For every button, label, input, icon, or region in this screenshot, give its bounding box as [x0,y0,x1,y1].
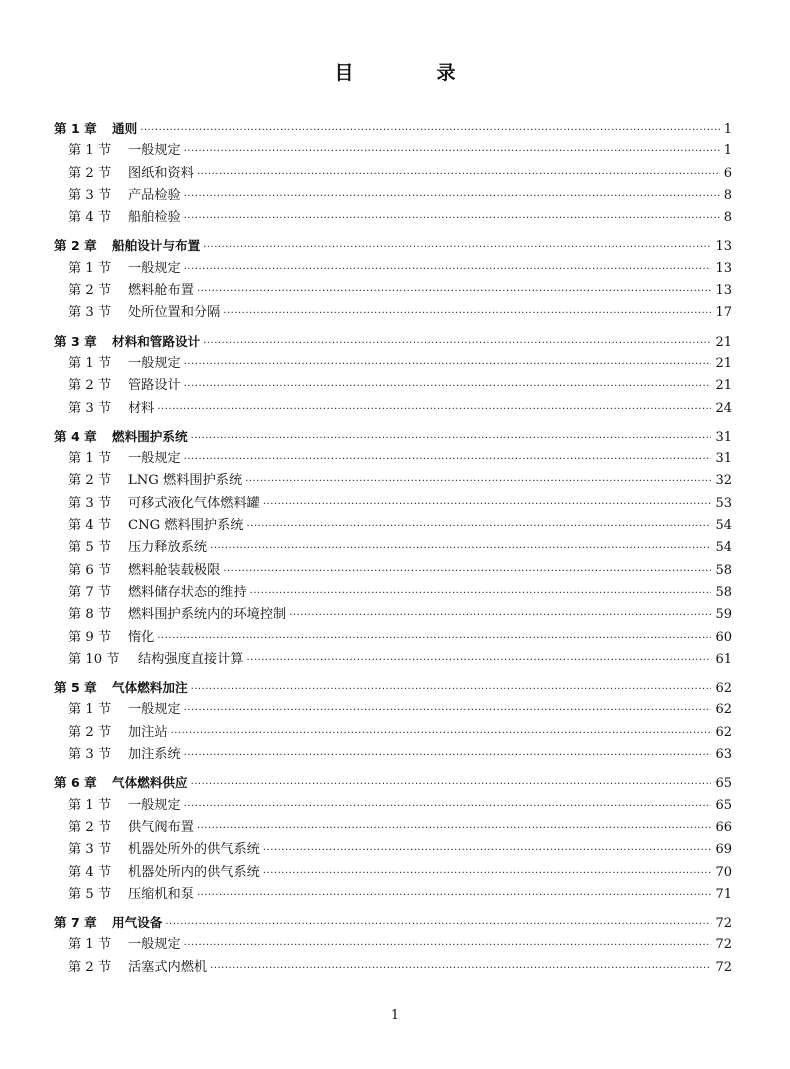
toc-section-entry[interactable] [54,398,732,420]
section-page: 69 [715,842,732,858]
section-number: 第 3 节 [68,495,112,511]
section-number: 第 1 节 [68,451,112,467]
section-number: 第 4 节 [68,210,112,226]
section-title: CNG 燃料围护系统 [128,518,244,534]
dot-leader [263,863,712,885]
dot-leader [250,583,712,605]
toc-chapter [54,677,732,766]
section-title: 一般规定 [128,797,181,813]
section-page: 60 [715,629,732,645]
toc-chapter-entry[interactable] [54,772,732,794]
toc-chapter-entry[interactable] [54,331,732,353]
dot-leader [157,628,711,650]
toc-section-entry[interactable] [54,140,732,162]
toc-section-entry[interactable] [54,537,732,559]
section-number: 第 1 节 [68,797,112,813]
section-page: 8 [723,187,732,203]
chapter-number: 第 5 章 [54,680,97,696]
dot-leader [197,164,720,186]
dot-leader [197,818,712,840]
section-title: LNG 燃料围护系统 [128,473,243,489]
dot-leader [191,774,712,796]
dot-leader [184,259,712,281]
section-number: 第 5 节 [68,540,112,556]
section-page: 54 [715,540,732,556]
dot-leader [247,650,712,672]
section-title: 可移式液化气体燃料罐 [128,495,260,511]
dot-leader [210,958,711,980]
dot-leader [245,471,711,493]
section-page: 65 [715,797,732,813]
toc-section-entry[interactable] [54,302,732,324]
section-number: 第 5 节 [68,886,112,902]
section-title: 燃料围护系统内的环境控制 [128,607,287,623]
page-number: 1 [390,1008,400,1023]
toc-section-entry[interactable] [54,627,732,649]
toc-chapter [54,118,732,229]
chapter-title: 船舶设计与布置 [112,238,201,254]
section-title: 压缩机和泵 [128,886,194,902]
toc-section-entry[interactable] [54,817,732,839]
section-page: 58 [715,584,732,600]
section-number: 第 6 节 [68,562,112,578]
chapter-page: 72 [715,916,732,932]
chapter-number: 第 2 章 [54,238,97,254]
dot-leader [184,186,720,208]
section-title: 机器处所内的供气系统 [128,864,260,880]
dot-leader [191,679,712,701]
section-page: 13 [715,260,732,276]
toc-section-entry[interactable] [54,280,732,302]
dot-leader [223,303,711,325]
section-title: 加注系统 [128,747,181,763]
toc-section-entry[interactable] [54,957,732,979]
dot-leader [157,399,711,421]
section-title: 燃料舱装载极限 [128,562,221,578]
section-title: 材料 [128,400,155,416]
section-number: 第 7 节 [68,584,112,600]
section-title: 供气阀布置 [128,819,194,835]
toc-chapter [54,772,732,906]
dot-leader [184,141,720,163]
page-title: 目 录 [334,62,488,84]
section-title: 船舶检验 [128,210,181,226]
section-title: 图纸和资料 [128,165,194,181]
toc-section-entry[interactable] [54,795,732,817]
dot-leader [184,745,712,767]
section-number: 第 1 节 [68,355,112,371]
section-number: 第 4 节 [68,518,112,534]
section-number: 第 3 节 [68,747,112,763]
chapter-number: 第 1 章 [54,121,97,136]
section-title: 加注站 [128,724,168,740]
section-title: 一般规定 [128,355,181,371]
toc-chapter [54,235,732,324]
chapter-title: 燃料围护系统 [112,428,188,444]
chapter-page: 1 [723,122,732,137]
toc-section-entry[interactable] [54,604,732,626]
section-page: 6 [723,165,732,181]
section-number: 第 2 节 [68,819,112,835]
dot-leader [263,840,712,862]
section-page: 63 [715,747,732,763]
chapter-title: 用气设备 [112,915,163,931]
dot-leader [184,354,712,376]
dot-leader [184,700,712,722]
section-title: 一般规定 [128,260,181,276]
section-number: 第 2 节 [68,283,112,299]
toc-section-entry[interactable] [54,493,732,515]
toc-section-entry[interactable] [54,207,732,229]
section-page: 32 [715,473,732,489]
toc-section-entry[interactable] [54,649,732,671]
toc-section-entry[interactable] [54,515,732,537]
dot-leader [223,561,711,583]
toc-section-entry[interactable] [54,470,732,492]
toc-section-entry[interactable] [54,722,732,744]
dot-leader [197,885,712,907]
section-number: 第 8 节 [68,607,112,623]
section-page: 72 [715,959,732,975]
section-page: 66 [715,819,732,835]
chapter-number: 第 7 章 [54,915,97,931]
dot-leader [197,281,712,303]
section-title: 一般规定 [128,937,181,953]
table-of-contents [54,118,732,985]
chapter-page: 65 [715,776,732,792]
section-title: 压力释放系统 [128,540,208,556]
dot-leader [289,605,711,627]
toc-section-entry[interactable] [54,560,732,582]
section-title: 处所位置和分隔 [128,305,221,321]
toc-section-entry[interactable] [54,884,732,906]
chapter-title: 通则 [112,121,138,136]
chapter-number: 第 3 章 [54,333,97,349]
section-number: 第 3 节 [68,305,112,321]
section-title: 结构强度直接计算 [138,651,244,667]
toc-chapter [54,331,732,420]
section-page: 71 [715,886,732,902]
dot-leader [184,796,712,818]
toc-section-entry[interactable] [54,839,732,861]
section-number: 第 2 节 [68,165,112,181]
section-title: 活塞式内燃机 [128,959,208,975]
dot-leader [184,376,712,398]
section-page: 1 [723,143,732,159]
section-title: 一般规定 [128,143,181,159]
toc-chapter-entry[interactable] [54,118,732,140]
toc-section-entry[interactable] [54,699,732,721]
section-number: 第 1 节 [68,260,112,276]
section-page: 58 [715,562,732,578]
chapter-title: 气体燃料供应 [112,775,188,791]
section-page: 62 [715,724,732,740]
section-page: 21 [715,355,732,371]
dot-leader [203,333,711,355]
section-number: 第 3 节 [68,842,112,858]
toc-chapter-entry[interactable] [54,235,732,257]
dot-leader [203,237,711,259]
toc-section-entry[interactable] [54,185,732,207]
section-page: 53 [715,495,732,511]
toc-chapter-entry[interactable] [54,677,732,699]
section-number: 第 2 节 [68,378,112,394]
section-title: 产品检验 [128,187,181,203]
section-page: 31 [715,451,732,467]
section-title: 燃料舱布置 [128,283,194,299]
section-title: 机器处所外的供气系统 [128,842,260,858]
section-page: 17 [715,305,732,321]
section-page: 24 [715,400,732,416]
dot-leader [246,516,711,538]
toc-chapter [54,912,732,979]
chapter-page: 13 [715,239,732,255]
dot-leader [263,494,712,516]
dot-leader [140,120,720,142]
toc-section-entry[interactable] [54,375,732,397]
dot-leader [191,428,712,450]
section-title: 一般规定 [128,702,181,718]
section-page: 54 [715,518,732,534]
toc-section-entry[interactable] [54,163,732,185]
section-title: 一般规定 [128,451,181,467]
section-title: 燃料储存状态的维持 [128,584,247,600]
chapter-title: 材料和管路设计 [112,333,201,349]
toc-section-entry[interactable] [54,934,732,956]
toc-section-entry[interactable] [54,862,732,884]
dot-leader [165,914,711,936]
section-page: 59 [715,607,732,623]
section-number: 第 1 节 [68,937,112,953]
toc-chapter-entry[interactable] [54,912,732,934]
section-number: 第 2 节 [68,959,112,975]
chapter-title: 气体燃料加注 [112,680,188,696]
section-page: 21 [715,378,732,394]
toc-section-entry[interactable] [54,448,732,470]
toc-section-entry[interactable] [54,582,732,604]
section-page: 8 [723,210,732,226]
dot-leader [184,935,712,957]
dot-leader [210,538,711,560]
section-number: 第 10 节 [68,651,120,667]
chapter-page: 31 [715,429,732,445]
section-page: 72 [715,937,732,953]
toc-chapter [54,426,732,671]
toc-section-entry[interactable] [54,744,732,766]
section-number: 第 1 节 [68,143,112,159]
section-number: 第 2 节 [68,724,112,740]
section-page: 13 [715,283,732,299]
chapter-page: 62 [715,681,732,697]
toc-chapter-entry[interactable] [54,426,732,448]
section-number: 第 2 节 [68,473,112,489]
dot-leader [184,449,712,471]
section-title: 管路设计 [128,378,181,394]
section-page: 70 [715,864,732,880]
chapter-page: 21 [715,334,732,350]
section-page: 62 [715,702,732,718]
chapter-number: 第 6 章 [54,775,97,791]
dot-leader [184,208,720,230]
toc-section-entry[interactable] [54,353,732,375]
chapter-number: 第 4 章 [54,428,97,444]
dot-leader [171,723,712,745]
section-number: 第 1 节 [68,702,112,718]
section-number: 第 3 节 [68,187,112,203]
section-page: 61 [715,651,732,667]
section-number: 第 3 节 [68,400,112,416]
section-number: 第 4 节 [68,864,112,880]
section-number: 第 9 节 [68,629,112,645]
section-title: 惰化 [128,629,155,645]
toc-section-entry[interactable] [54,258,732,280]
